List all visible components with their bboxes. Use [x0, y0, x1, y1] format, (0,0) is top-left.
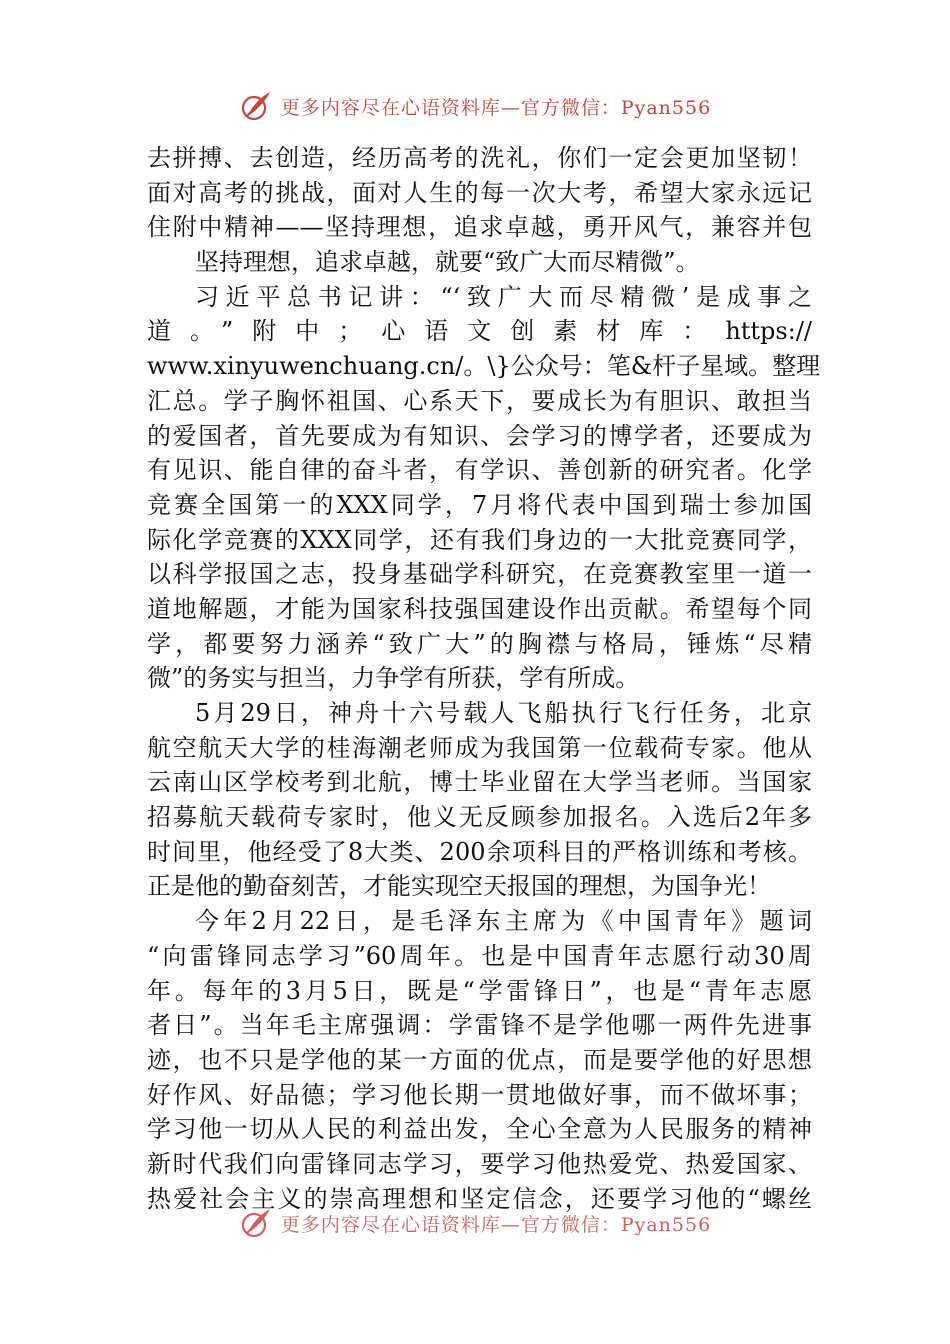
text-line: 热爱社会主义的崇高理想和坚定信念，还要学习他的“螺丝 [147, 1184, 812, 1213]
quill-logo-icon [239, 89, 273, 123]
text-line: 有见识、能自律的奋斗者，有学识、善创新的研究者。化学 [147, 456, 812, 485]
text-line: www.xinyuwenchuang.cn/。\}公众号：笔&杆子星域。整理 [147, 352, 821, 381]
text-line: 年。每年的3月5日，既是“学雷锋日”，也是“青年志愿 [147, 976, 812, 1005]
text-line: 习近平总书记讲：“‘致广大而尽精微’是成事之 [195, 282, 812, 311]
text-line: 汇总。学子胸怀祖国、心系天下，要成长为有胆识、敢担当 [147, 386, 812, 415]
quill-logo-icon [239, 1206, 273, 1240]
text-line: 际化学竞赛的XXX同学，还有我们身边的一大批竞赛同学， [147, 525, 812, 554]
text-line: 正是他的勤奋刻苦，才能实现空天报国的理想，为国争光！ [147, 872, 771, 901]
text-line: 道地解题，才能为国家科技强国建设作出贡献。希望每个同 [147, 594, 812, 623]
text-line: 新时代我们向雷锋同志学习，要学习他热爱党、热爱国家、 [147, 1149, 812, 1178]
text-line: 以科学报国之志，投身基础学科研究，在竞赛教室里一道一 [147, 560, 812, 589]
text-line: 者日”。当年毛主席强调：学雷锋不是学他哪一两件先进事 [147, 1011, 812, 1040]
text-line: 住附中精神——坚持理想，追求卓越，勇开风气，兼容并包 [147, 213, 812, 242]
text-line: 今年2月22日，是毛泽东主席为《中国青年》题词 [195, 907, 812, 936]
text-line: 云南山区学校考到北航，博士毕业留在大学当老师。当国家 [147, 768, 812, 797]
document-body [147, 141, 821, 1216]
text-line: 好作风、好品德；学习他长期一贯地做好事，而不做坏事； [147, 1080, 812, 1109]
watermark-text: 更多内容尽在心语资料库—官方微信：Pyan556 [280, 96, 712, 119]
text-line: 微”的务实与担当，力争学有所获，学有所成。 [147, 664, 640, 693]
text-line: 竞赛全国第一的XXX同学，7月将代表中国到瑞士参加国 [147, 490, 812, 519]
text-line: 招募航天载荷专家时，他义无反顾参加报名。入选后2年多 [147, 803, 812, 832]
footer-watermark [0, 1203, 950, 1243]
text-line: 航空航天大学的桂海潮老师成为我国第一位载荷专家。他从 [147, 733, 812, 762]
text-line: 坚持理想，追求卓越，就要“致广大而尽精微”。 [195, 248, 700, 277]
text-line: 学习他一切从人民的利益出发，全心全意为人民服务的精神 [147, 1115, 812, 1144]
watermark-text: 更多内容尽在心语资料库—官方微信：Pyan556 [280, 1213, 712, 1236]
text-line: 的爱国者，首先要成为有知识、会学习的博学者，还要成为 [147, 421, 812, 450]
text-line: 道。”附中；心语文创素材库：https:// [147, 317, 812, 346]
text-line: “向雷锋同志学习”60周年。也是中国青年志愿行动30周 [147, 941, 812, 970]
header-watermark [0, 86, 950, 126]
text-line: 5月29日，神舟十六号载人飞船执行飞行任务，北京 [195, 699, 812, 727]
text-line: 迹，也不只是学他的某一方面的优点，而是要学他的好思想 [147, 1045, 812, 1074]
text-line: 时间里，他经受了8大类、200余项科目的严格训练和考核。 [147, 837, 812, 866]
text-line: 学，都要努力涵养“致广大”的胸襟与格局，锤炼“尽精 [147, 629, 812, 658]
text-line: 面对高考的挑战，面对人生的每一次大考，希望大家永远记 [147, 178, 812, 207]
text-line: 去拼搏、去创造，经历高考的洗礼，你们一定会更加坚韧！ [147, 144, 812, 172]
